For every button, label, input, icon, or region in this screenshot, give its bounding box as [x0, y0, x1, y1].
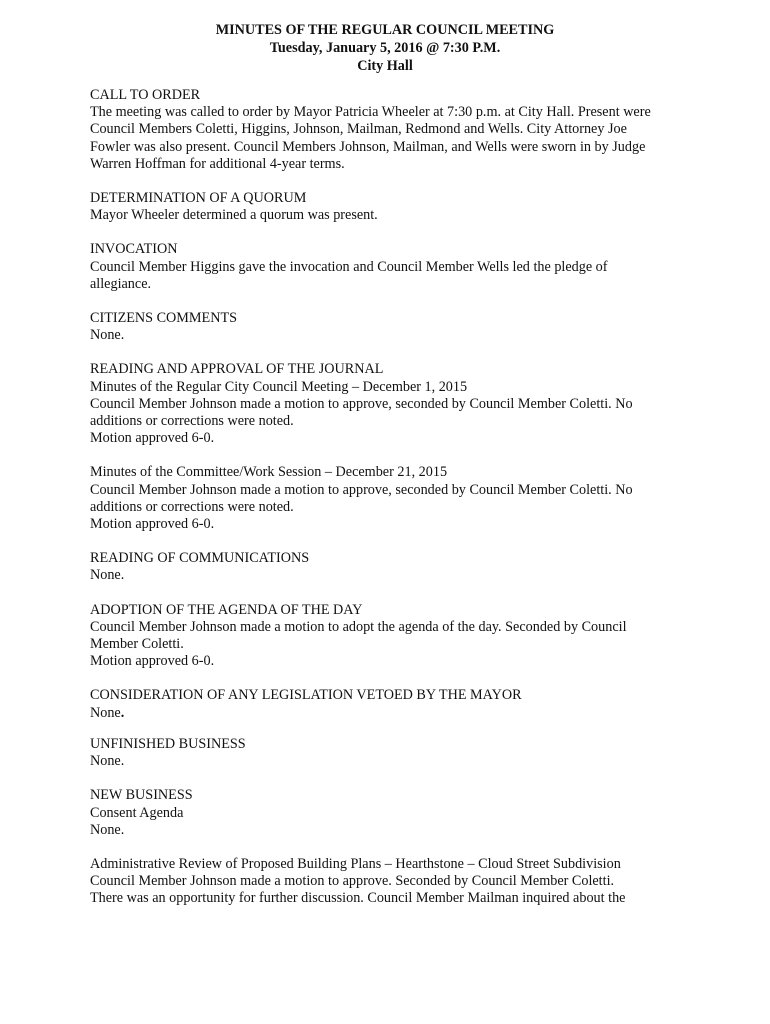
none-text: None	[90, 704, 121, 721]
section-heading: CONSIDERATION OF ANY LEGISLATION VETOED BY THE MAYOR	[90, 687, 522, 704]
section-heading: UNFINISHED BUSINESS	[90, 735, 246, 752]
paragraph-line: None.	[90, 821, 125, 838]
section-building-plans-review	[90, 856, 690, 908]
paragraph-line: Member Coletti.	[90, 636, 184, 653]
section-journal	[90, 361, 690, 447]
paragraph-line: There was an opportunity for further discussion. Council Member Mailman inquired about the	[90, 890, 626, 907]
paragraph-line: Council Member Johnson made a motion to approve, seconded by Council Member Coletti. No	[90, 481, 633, 498]
document-title: MINUTES OF THE REGULAR COUNCIL MEETING	[215, 22, 555, 38]
section-heading: ADOPTION OF THE AGENDA OF THE DAY	[90, 601, 363, 618]
paragraph-line: Minutes of the Regular City Council Meeting – December 1, 2015	[90, 378, 468, 395]
section-invocation	[90, 241, 690, 293]
section-heading: CALL TO ORDER	[90, 87, 201, 103]
paragraph-line: Motion approved 6-0.	[90, 430, 215, 447]
section-vetoed-legislation	[90, 687, 690, 721]
paragraph-line: Council Member Johnson made a motion to adopt the agenda of the day. Seconded by Council	[90, 618, 627, 635]
section-citizens-comments	[90, 310, 690, 344]
paragraph-line: Administrative Review of Proposed Building Plans – Hearthstone – Cloud Street Subdivision	[90, 855, 621, 872]
section-heading: DETERMINATION OF A QUORUM	[90, 190, 307, 207]
paragraph-line: Council Members Coletti, Higgins, Johnson, Mailman, Redmond and Wells. City Attorney Joe	[90, 121, 627, 138]
paragraph-line: Motion approved 6-0.	[90, 516, 215, 533]
section-call-to-order	[90, 87, 690, 173]
paragraph-line: None.	[90, 327, 125, 344]
document-header	[0, 21, 770, 75]
meeting-location: City Hall	[357, 58, 413, 74]
paragraph-line: additions or corrections were noted.	[90, 498, 294, 515]
section-unfinished-business	[90, 736, 690, 770]
paragraph-line: Minutes of the Committee/Work Session – December 21, 2015	[90, 464, 448, 481]
paragraph-line: None.	[90, 753, 125, 770]
section-heading: READING OF COMMUNICATIONS	[90, 550, 310, 567]
paragraph-line: Motion approved 6-0.	[90, 653, 215, 670]
section-quorum	[90, 190, 690, 224]
document-body	[90, 87, 690, 925]
paragraph-line: Council Member Johnson made a motion to approve, seconded by Council Member Coletti. No	[90, 395, 633, 412]
paragraph-line: The meeting was called to order by Mayor Patricia Wheeler at 7:30 p.m. at City Hall. Present were	[90, 104, 651, 121]
paragraph-line: Warren Hoffman for additional 4-year terms.	[90, 155, 345, 172]
section-communications	[90, 550, 690, 584]
section-agenda	[90, 602, 690, 671]
paragraph-line: Mayor Wheeler determined a quorum was present.	[90, 207, 378, 224]
paragraph-line	[90, 705, 690, 722]
section-heading: CITIZENS COMMENTS	[90, 310, 238, 327]
section-heading: NEW BUSINESS	[90, 787, 193, 804]
paragraph-line: Fowler was also present. Council Members Johnson, Mailman, and Wells were sworn in by Judge	[90, 138, 646, 155]
paragraph-line: Consent Agenda	[90, 804, 184, 821]
section-new-business	[90, 787, 690, 839]
section-journal-work-session	[90, 464, 690, 533]
paragraph-line: additions or corrections were noted.	[90, 413, 294, 430]
paragraph-line: Council Member Higgins gave the invocation and Council Member Wells led the pledge of	[90, 258, 608, 275]
section-heading: INVOCATION	[90, 241, 178, 258]
none-period: .	[120, 704, 125, 721]
paragraph-line: None.	[90, 567, 125, 584]
section-heading: READING AND APPROVAL OF THE JOURNAL	[90, 361, 384, 378]
paragraph-line: Council Member Johnson made a motion to approve. Seconded by Council Member Coletti.	[90, 873, 615, 890]
meeting-date: Tuesday, January 5, 2016 @ 7:30 P.M.	[269, 40, 501, 56]
paragraph-line: allegiance.	[90, 275, 152, 292]
